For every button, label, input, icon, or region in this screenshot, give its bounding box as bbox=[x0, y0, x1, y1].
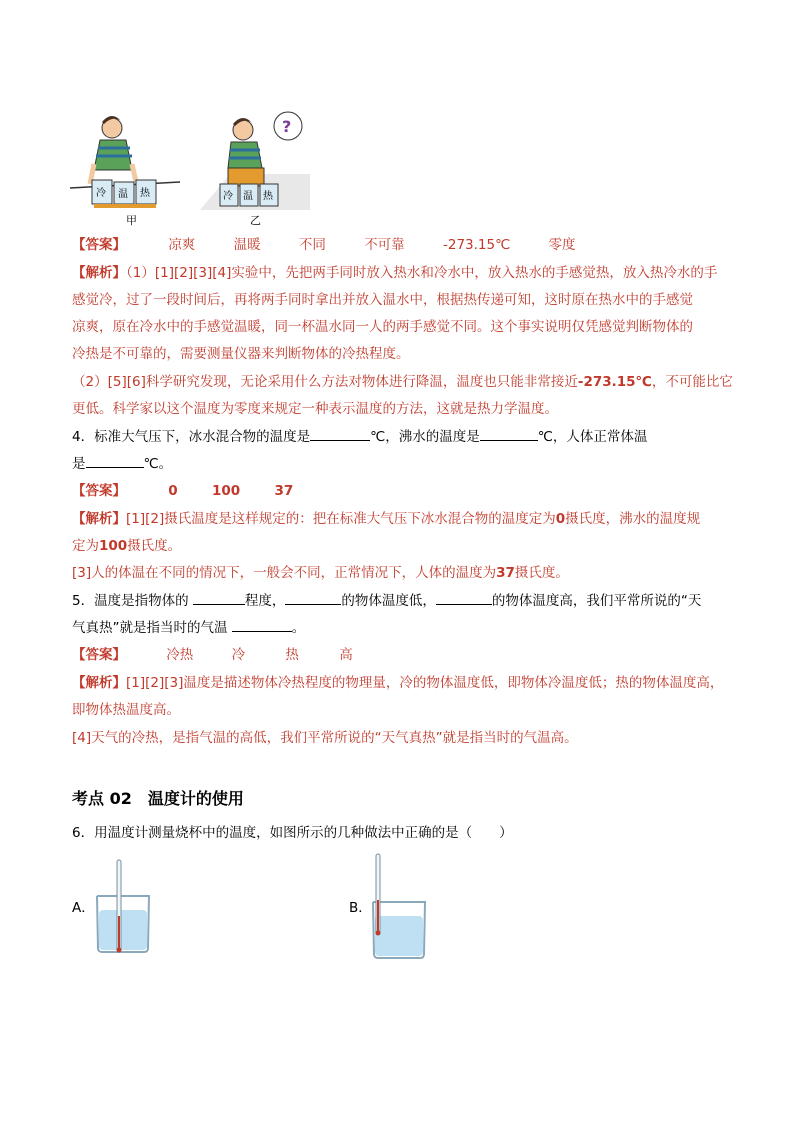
answer-value: 温暖 bbox=[233, 237, 261, 253]
q4-question-line-2 bbox=[72, 453, 724, 475]
q4-answer-line bbox=[72, 480, 724, 502]
answer-value: 0 bbox=[168, 483, 178, 499]
q3-analysis-line-5 bbox=[72, 371, 733, 393]
question-text: 的物体温度高，我们平常所说的“天 bbox=[491, 593, 702, 609]
answer-value: 热 bbox=[285, 647, 299, 663]
answer-tag: 【答案】 bbox=[72, 483, 126, 499]
analysis-text: [3]人的体温在不同的情况下，一般会不同，正常情况下，人体的温度为 bbox=[72, 565, 497, 581]
beaker-thermometer-above-liquid bbox=[370, 852, 430, 962]
analysis-highlight: 37 bbox=[496, 565, 515, 581]
question-text: 程度， bbox=[244, 593, 286, 609]
cup-label-hot-2: 热 bbox=[263, 191, 273, 202]
q5-analysis-line-3: [4]天气的冷热，是指气温的高低，我们平常所说的“天气真热”就是指当时的气温高。 bbox=[72, 730, 578, 746]
analysis-tag: 【解析】 bbox=[72, 265, 126, 281]
q3-answer-line bbox=[72, 234, 724, 256]
q5-analysis-line-1 bbox=[72, 672, 724, 694]
analysis-tag: 【解析】 bbox=[72, 675, 126, 691]
analysis-text: （2）[5][6]科学研究发现，无论采用什么方法对物体进行降温，温度也只能非常接近 bbox=[72, 374, 578, 390]
answer-value: 不可靠 bbox=[364, 237, 405, 253]
cup-label-hot: 热 bbox=[140, 188, 150, 199]
cup-label-cold: 冷 bbox=[96, 188, 106, 199]
answer-blank bbox=[310, 426, 370, 441]
svg-text:?: ? bbox=[282, 117, 292, 136]
answer-tag: 【答案】 bbox=[72, 237, 126, 253]
analysis-text: 定为 bbox=[72, 538, 99, 554]
question-text: 5．温度是指物体的 bbox=[72, 593, 189, 609]
q5-answer-line bbox=[72, 644, 724, 666]
question-text: ℃，人体正常体温 bbox=[537, 429, 648, 445]
answer-value: 冷 bbox=[231, 647, 246, 663]
analysis-text: （1）[1][2][3][4]实验中，先把两手同时放入热水和冷水中，放入热水的手感觉热，放入热冷水的手 bbox=[126, 265, 718, 281]
q5-question-line-1 bbox=[72, 590, 724, 612]
answer-blank bbox=[232, 617, 292, 632]
answer-value: 零度 bbox=[548, 237, 576, 253]
analysis-text: [1][2]摄氏温度是这样规定的：把在标准大气压下冰水混合物的温度定为 bbox=[126, 511, 556, 527]
question-text: 4．标准大气压下，冰水混合物的温度是 bbox=[72, 429, 311, 445]
question-text: ℃，沸水的温度是 bbox=[370, 429, 480, 445]
q3-analysis-line-6: 更低。科学家以这个温度为零度来规定一种表示温度的方法，这就是热力学温度。 bbox=[72, 401, 558, 417]
question-text: ℃。 bbox=[143, 456, 173, 472]
answer-blank bbox=[193, 590, 245, 605]
figure-hands-experiment bbox=[70, 108, 310, 228]
illustration-people-cups bbox=[70, 108, 310, 228]
analysis-tag: 【解析】 bbox=[72, 511, 126, 527]
answer-value: 高 bbox=[339, 647, 353, 663]
figure-label-yi: 乙 bbox=[250, 214, 261, 227]
beaker-b bbox=[370, 852, 430, 962]
question-text: 是 bbox=[72, 456, 86, 472]
question-text: 。 bbox=[291, 620, 306, 636]
figure-label-jia: 甲 bbox=[126, 214, 137, 227]
answer-blank bbox=[285, 590, 341, 605]
q3-analysis-line-4: 冷热是不可靠的，需要测量仪器来判断物体的冷热程度。 bbox=[72, 346, 410, 362]
q5-question-line-2 bbox=[72, 617, 724, 639]
q4-analysis-line-3 bbox=[72, 562, 724, 584]
answer-value: 不同 bbox=[298, 237, 326, 253]
q3-analysis-line-2: 感觉冷，过了一段时间后，再将两手同时拿出并放入温水中，根据热传递可知，这时原在热水中的手感觉 bbox=[72, 292, 693, 308]
question-text: 气真热”就是指当时的气温 bbox=[72, 620, 228, 636]
answer-blank bbox=[480, 426, 538, 441]
answer-value: 凉爽 bbox=[168, 237, 196, 253]
option-b-label: B． bbox=[349, 900, 372, 916]
q3-analysis-line-1 bbox=[72, 262, 724, 284]
q4-analysis-line-2 bbox=[72, 535, 724, 557]
analysis-text: [1][2][3]温度是描述物体冷热程度的物理量，冷的物体温度低，即物体冷温度低；热的物体温度高， bbox=[126, 675, 724, 691]
q4-analysis-line-1 bbox=[72, 508, 724, 530]
q5-analysis-line-2: 即物体热温度高。 bbox=[72, 702, 180, 718]
beaker-a bbox=[94, 856, 154, 956]
option-a-label: A． bbox=[72, 900, 95, 916]
answer-blank bbox=[436, 590, 492, 605]
beaker-thermometer-touching-bottom bbox=[94, 856, 154, 956]
analysis-text: 摄氏度。 bbox=[127, 538, 182, 554]
analysis-highlight: 100 bbox=[99, 538, 128, 554]
cup-label-warm-2: 温 bbox=[243, 191, 253, 202]
analysis-text: ，不可能比它 bbox=[651, 374, 733, 390]
answer-blank bbox=[86, 453, 144, 468]
answer-value: 冷热 bbox=[166, 647, 194, 663]
analysis-text: 摄氏度，沸水的温度规 bbox=[565, 511, 701, 527]
answer-value: 100 bbox=[212, 483, 241, 499]
q3-analysis-line-3: 凉爽，原在冷水中的手感觉温暖，同一杯温水同一人的两手感觉不同。这个事实说明仅凭感觉判断物体的 bbox=[72, 319, 693, 335]
answer-tag: 【答案】 bbox=[72, 647, 126, 663]
cup-label-cold-2: 冷 bbox=[223, 191, 233, 202]
question-text: 的物体温度低， bbox=[341, 593, 436, 609]
analysis-highlight: 0 bbox=[555, 511, 566, 527]
q4-question-line-1 bbox=[72, 426, 724, 448]
analysis-highlight: -273.15℃ bbox=[577, 374, 652, 390]
answer-value: 37 bbox=[274, 483, 294, 499]
answer-value: -273.15℃ bbox=[442, 237, 511, 253]
q6-question: 6．用温度计测量烧杯中的温度，如图所示的几种做法中正确的是（ ） bbox=[72, 825, 513, 841]
cup-label-warm: 温 bbox=[118, 189, 128, 200]
analysis-text: 摄氏度。 bbox=[514, 565, 569, 581]
section-heading: 考点 02 温度计的使用 bbox=[72, 789, 244, 808]
